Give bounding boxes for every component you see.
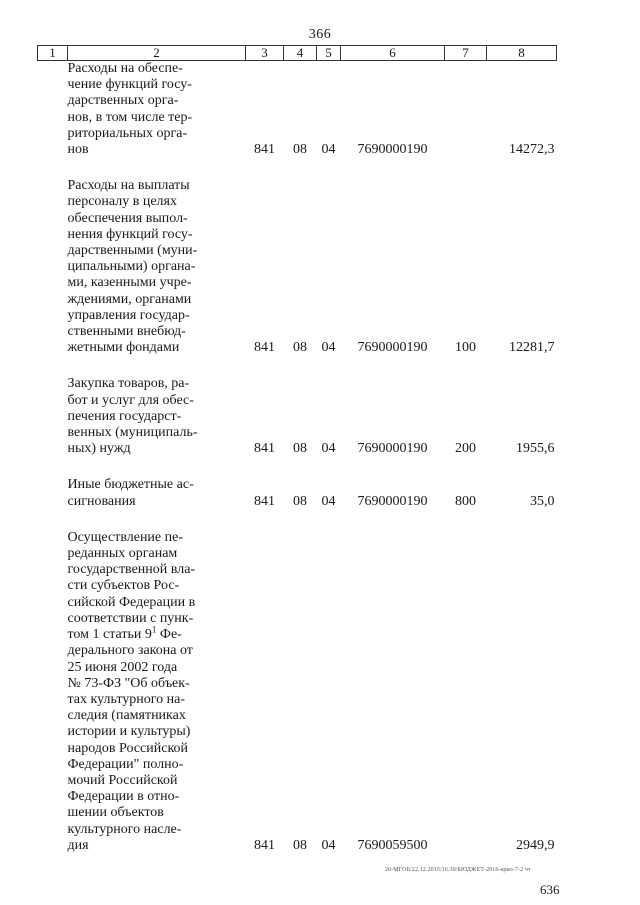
column-header: 4 xyxy=(284,46,317,61)
subsection-code: 04 xyxy=(321,142,336,158)
dept-code: 841 xyxy=(254,837,275,853)
section-code: 08 xyxy=(293,441,307,457)
target-article-code: 7690000190 xyxy=(357,493,428,509)
column-header: 8 xyxy=(487,46,557,61)
subsection-code: 04 xyxy=(321,441,336,457)
expense-description: Иные бюджетные ас- сигнования xyxy=(67,477,194,509)
table-row xyxy=(38,530,557,854)
budget-table xyxy=(37,45,557,854)
expense-type-code xyxy=(445,530,487,854)
target-article-code: 7690059500 xyxy=(357,837,428,853)
section-code: 08 xyxy=(293,142,307,158)
target-article-code: 7690000190 xyxy=(357,441,428,457)
expense-type-code: 200 xyxy=(455,441,476,457)
column-header: 3 xyxy=(246,46,284,61)
expense-description: Расходы на обеспе- чение функций госу- дарственных орга- нов, в том числе тер- риториальных орга- нов xyxy=(67,61,193,158)
article-superscript: 1 xyxy=(151,624,157,635)
target-article-code: 7690000190 xyxy=(357,142,428,158)
column-header: 6 xyxy=(341,46,445,61)
table-row xyxy=(38,178,557,356)
expense-description: Закупка товаров, ра- бот и услуг для обес- печения государст- венных (муниципаль- ных) нужд xyxy=(67,376,198,457)
page-number-top: 366 xyxy=(308,27,332,42)
column-header: 1 xyxy=(38,46,68,61)
expense-type-code: 100 xyxy=(455,340,476,356)
subsection-code: 04 xyxy=(321,493,336,509)
amount: 12281,7 xyxy=(509,340,555,356)
dept-code: 841 xyxy=(254,441,275,457)
dept-code: 841 xyxy=(254,340,275,356)
amount: 2949,9 xyxy=(516,837,555,853)
column-header: 5 xyxy=(317,46,341,61)
amount: 35,0 xyxy=(530,493,555,509)
subsection-code: 04 xyxy=(321,340,336,356)
table-row xyxy=(38,376,557,457)
page-number-bottom: 636 xyxy=(540,882,560,897)
target-article-code: 7690000190 xyxy=(357,340,428,356)
table-row xyxy=(38,61,557,159)
dept-code: 841 xyxy=(254,142,275,158)
amount: 1955,6 xyxy=(516,441,555,457)
expense-type-code xyxy=(445,61,487,159)
section-code: 08 xyxy=(293,837,307,853)
dept-code: 841 xyxy=(254,493,275,509)
expense-description: Осуществление пе- реданных органам государственной вла- сти субъектов Рос- сийской Федерации в соответствии с пунк- том 1 статьи $9^1$ Фе- дерального закона от 25 июня 2002 года № 73-ФЗ "Об объек- тах культурного на- следия (памятниках истории и культуры) народов Российской Федерации" полно- мочий Российской Федерации в отно- шении объектов культурного насле- дия xyxy=(67,529,196,853)
table-header-row xyxy=(38,46,557,61)
document-footer-code: 20-МГОБ/22.12.2015/16.30/БЮДЖЕТ-2016-арил-7-2 чт xyxy=(385,867,531,873)
section-code: 08 xyxy=(293,493,307,509)
column-header: 2 xyxy=(68,46,246,61)
section-code: 08 xyxy=(293,340,307,356)
column-header: 7 xyxy=(445,46,487,61)
table-row xyxy=(38,477,557,509)
expense-type-code: 800 xyxy=(455,493,476,509)
amount: 14272,3 xyxy=(509,142,555,158)
expense-description: Расходы на выплаты персоналу в целях обеспечения выпол- нения функций госу- дарственными (муни- ципальными) органа- ми, казенными учре- ждениями, органами управления государ- ственными внебюд- жетными фондами xyxy=(67,178,198,356)
subsection-code: 04 xyxy=(321,837,336,853)
